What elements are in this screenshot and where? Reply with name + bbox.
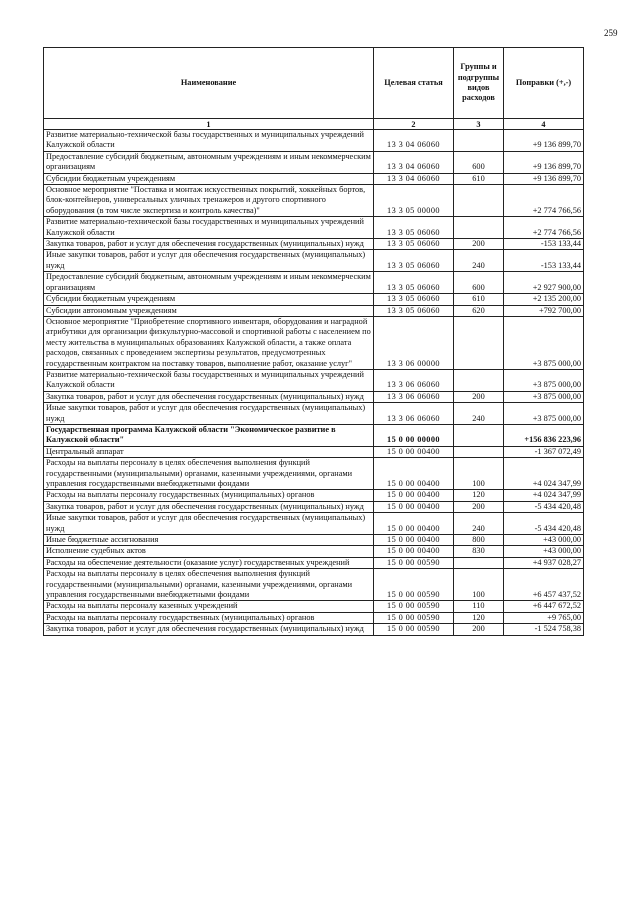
row-group: 120: [454, 490, 504, 501]
row-code: 15 0 00 00400: [374, 446, 454, 457]
row-name: Расходы на выплаты персоналу в целях обеспечения выполнения функций государственными (муниципальными) органами, казенными учреждениями, органами управления государственными внебюджетными фондами: [44, 569, 374, 601]
row-code: 15 0 00 00590: [374, 557, 454, 568]
header-group: Группы и подгруппы видов расходов: [454, 48, 504, 119]
row-amount: +2 774 766,56: [504, 217, 584, 239]
table-row: [44, 217, 584, 239]
row-name: Субсидии бюджетным учреждениям: [44, 173, 374, 184]
row-name: Предоставление субсидий бюджетным, автономным учреждениям и иным некоммерческим организациям: [44, 151, 374, 173]
row-name: Развитие материально-технической базы государственных и муниципальных учреждений Калужской области: [44, 130, 374, 152]
row-amount: +9 765,00: [504, 612, 584, 623]
table-row: [44, 535, 584, 546]
row-name: Основное мероприятие "Поставка и монтаж искусственных покрытий, хоккейных бортов, блок-контейнеров, универсальных уличных тренажеров и другого спортивного оборудования (в том числе экспертиза и контроль качества)": [44, 185, 374, 217]
row-amount: +792 700,00: [504, 305, 584, 316]
table-row: [44, 305, 584, 316]
row-code: 13 3 06 06060: [374, 369, 454, 391]
row-group: [454, 316, 504, 369]
row-code: 15 0 00 00590: [374, 601, 454, 612]
row-amount: -1 367 072,49: [504, 446, 584, 457]
table-row: [44, 601, 584, 612]
table-row: [44, 130, 584, 152]
row-group: 200: [454, 501, 504, 512]
row-group: [454, 557, 504, 568]
row-code: 15 0 00 00400: [374, 546, 454, 557]
row-group: 600: [454, 272, 504, 294]
table-body: [44, 130, 584, 636]
page-number: 259: [604, 28, 618, 38]
header-code: Целевая статья: [374, 48, 454, 119]
row-group: 610: [454, 294, 504, 305]
row-name: Основное мероприятие "Приобретение спортивного инвентаря, оборудования и наградной атрибутики для организации физкультурно-массовой и спортивной работы с населением по месту жительства в муниципальных образованиях Калужской области, а также оплата расходов, связанных с проведением экспертизы результатов, предусмотренных государственным контрактом на поставку товаров, выполнение работ, оказание услуг": [44, 316, 374, 369]
row-code: 13 3 04 06060: [374, 130, 454, 152]
table-row: [44, 250, 584, 272]
row-code: 13 3 06 06060: [374, 403, 454, 425]
table-row: [44, 316, 584, 369]
table-row: [44, 569, 584, 601]
table-row: [44, 446, 584, 457]
row-amount: -153 133,44: [504, 250, 584, 272]
row-code: 15 0 00 00400: [374, 501, 454, 512]
row-amount: +43 000,00: [504, 546, 584, 557]
row-name: Исполнение судебных актов: [44, 546, 374, 557]
row-code: 13 3 05 06060: [374, 239, 454, 250]
row-name: Закупка товаров, работ и услуг для обеспечения государственных (муниципальных) нужд: [44, 239, 374, 250]
table-row: [44, 391, 584, 402]
row-amount: +4 024 347,99: [504, 490, 584, 501]
table-row: [44, 272, 584, 294]
table-row: [44, 403, 584, 425]
row-group: [454, 446, 504, 457]
row-group: 240: [454, 513, 504, 535]
table-row: [44, 458, 584, 490]
row-group: 110: [454, 601, 504, 612]
row-code: 15 0 00 00400: [374, 513, 454, 535]
row-amount: +9 136 899,70: [504, 151, 584, 173]
row-name: Расходы на выплаты персоналу государственных (муниципальных) органов: [44, 612, 374, 623]
row-code: 13 3 05 06060: [374, 305, 454, 316]
row-name: Расходы на выплаты персоналу казенных учреждений: [44, 601, 374, 612]
row-code: 13 3 05 06060: [374, 294, 454, 305]
row-name: Иные закупки товаров, работ и услуг для обеспечения государственных (муниципальных) нужд: [44, 403, 374, 425]
row-code: 13 3 05 00000: [374, 185, 454, 217]
table-row: [44, 369, 584, 391]
row-name: Закупка товаров, работ и услуг для обеспечения государственных (муниципальных) нужд: [44, 624, 374, 635]
row-code: 13 3 06 06060: [374, 391, 454, 402]
row-name: Центральный аппарат: [44, 446, 374, 457]
header-name: Наименование: [44, 48, 374, 119]
column-index-row: [44, 119, 584, 130]
row-amount: +3 875 000,00: [504, 391, 584, 402]
table-row: [44, 557, 584, 568]
row-group: 120: [454, 612, 504, 623]
row-group: 240: [454, 403, 504, 425]
row-amount: +9 136 899,70: [504, 130, 584, 152]
row-name: Расходы на обеспечение деятельности (оказание услуг) государственных учреждений: [44, 557, 374, 568]
row-code: 13 3 05 06060: [374, 217, 454, 239]
table-row: [44, 151, 584, 173]
row-code: 13 3 05 06060: [374, 272, 454, 294]
row-name: Закупка товаров, работ и услуг для обеспечения государственных (муниципальных) нужд: [44, 391, 374, 402]
row-group: 830: [454, 546, 504, 557]
row-group: 200: [454, 239, 504, 250]
row-group: 200: [454, 391, 504, 402]
row-amount: +2 774 766,56: [504, 185, 584, 217]
row-code: 15 0 00 00400: [374, 458, 454, 490]
column-index: 3: [454, 119, 504, 130]
row-amount: +3 875 000,00: [504, 403, 584, 425]
row-name: Иные закупки товаров, работ и услуг для обеспечения государственных (муниципальных) нужд: [44, 250, 374, 272]
row-amount: +2 135 200,00: [504, 294, 584, 305]
table-row: [44, 185, 584, 217]
column-index: 4: [504, 119, 584, 130]
row-amount: -5 434 420,48: [504, 501, 584, 512]
row-name: Развитие материально-технической базы государственных и муниципальных учреждений Калужской области: [44, 369, 374, 391]
budget-amendments-table: [43, 47, 584, 636]
row-amount: +156 836 223,96: [504, 424, 584, 446]
row-name: Субсидии автономным учреждениям: [44, 305, 374, 316]
row-group: 600: [454, 151, 504, 173]
row-amount: +3 875 000,00: [504, 369, 584, 391]
table-row: [44, 294, 584, 305]
row-code: 15 0 00 00000: [374, 424, 454, 446]
table-row: [44, 624, 584, 635]
table-row: [44, 513, 584, 535]
column-index: 1: [44, 119, 374, 130]
table-row: [44, 501, 584, 512]
row-amount: -153 133,44: [504, 239, 584, 250]
row-name: Иные бюджетные ассигнования: [44, 535, 374, 546]
row-name: Расходы на выплаты персоналу в целях обеспечения выполнения функций государственными (муниципальными) органами, казенными учреждениями, органами управления государственными внебюджетными фондами: [44, 458, 374, 490]
row-name: Иные закупки товаров, работ и услуг для обеспечения государственных (муниципальных) нужд: [44, 513, 374, 535]
row-code: 15 0 00 00590: [374, 569, 454, 601]
row-code: 13 3 05 06060: [374, 250, 454, 272]
header-amount: Поправки (+,-): [504, 48, 584, 119]
row-name: Государственная программа Калужской области "Экономическое развитие в Калужской области": [44, 424, 374, 446]
row-code: 15 0 00 00400: [374, 535, 454, 546]
row-code: 13 3 04 06060: [374, 173, 454, 184]
row-group: 200: [454, 624, 504, 635]
row-code: 13 3 04 06060: [374, 151, 454, 173]
row-amount: +4 937 028,27: [504, 557, 584, 568]
row-group: 100: [454, 458, 504, 490]
table-row: [44, 424, 584, 446]
row-amount: +9 136 899,70: [504, 173, 584, 184]
table-row: [44, 173, 584, 184]
row-name: Расходы на выплаты персоналу государственных (муниципальных) органов: [44, 490, 374, 501]
row-amount: -1 524 758,38: [504, 624, 584, 635]
row-amount: +2 927 900,00: [504, 272, 584, 294]
row-code: 15 0 00 00590: [374, 624, 454, 635]
row-amount: +6 447 672,52: [504, 601, 584, 612]
row-code: 13 3 06 00000: [374, 316, 454, 369]
row-group: [454, 130, 504, 152]
row-code: 15 0 00 00400: [374, 490, 454, 501]
row-amount: +4 024 347,99: [504, 458, 584, 490]
row-group: 240: [454, 250, 504, 272]
row-group: 100: [454, 569, 504, 601]
column-index: 2: [374, 119, 454, 130]
row-amount: +3 875 000,00: [504, 316, 584, 369]
row-group: 610: [454, 173, 504, 184]
row-group: [454, 185, 504, 217]
row-group: [454, 217, 504, 239]
row-amount: +6 457 437,52: [504, 569, 584, 601]
row-name: Закупка товаров, работ и услуг для обеспечения государственных (муниципальных) нужд: [44, 501, 374, 512]
row-amount: +43 000,00: [504, 535, 584, 546]
row-group: [454, 369, 504, 391]
row-group: 800: [454, 535, 504, 546]
row-amount: -5 434 420,48: [504, 513, 584, 535]
row-group: 620: [454, 305, 504, 316]
table-row: [44, 239, 584, 250]
table-row: [44, 490, 584, 501]
row-name: Субсидии бюджетным учреждениям: [44, 294, 374, 305]
row-code: 15 0 00 00590: [374, 612, 454, 623]
table-row: [44, 612, 584, 623]
row-name: Предоставление субсидий бюджетным, автономным учреждениям и иным некоммерческим организациям: [44, 272, 374, 294]
table-row: [44, 546, 584, 557]
row-group: [454, 424, 504, 446]
row-name: Развитие материально-технической базы государственных и муниципальных учреждений Калужской области: [44, 217, 374, 239]
header-row: [44, 48, 584, 119]
